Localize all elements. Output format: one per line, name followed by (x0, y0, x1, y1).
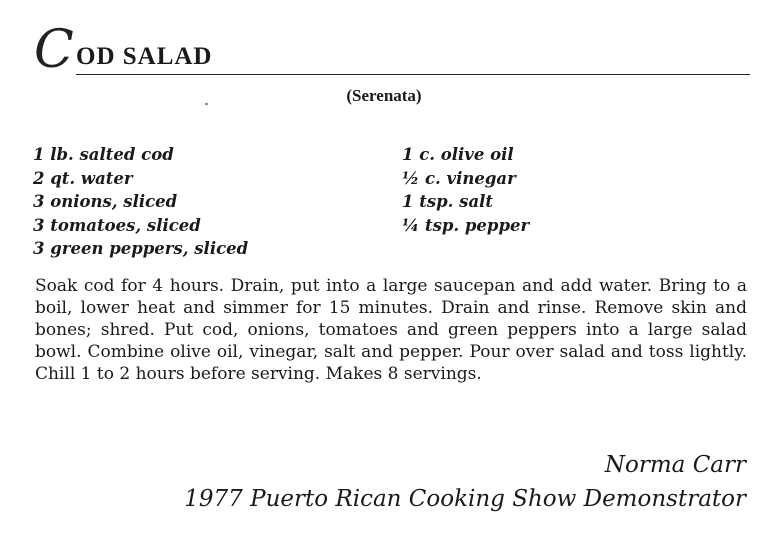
ingredient-item: 1 tsp. salt (402, 192, 494, 211)
recipe-title (34, 20, 750, 80)
recipe-instructions: Soak cod for 4 hours. Drain, put into a large saucepan and add water. Bring to a boil, lower heat and simmer for 15 minutes. Drain and rinse. Remove skin and bones; shred. Put cod, onions, tomatoes and green peppers into a large salad bowl. Combine olive oil, vinegar, salt and pepper. Pour over salad and toss lightly. Chill 1 to 2 hours before serving. Makes 8 servings. (35, 276, 747, 384)
ingredient-item: ½ c. vinegar (402, 168, 516, 188)
ingredients-list-right (402, 143, 529, 237)
title-underline (76, 74, 750, 75)
contributor-name: Norma Carr (604, 452, 746, 478)
print-speck (205, 103, 208, 105)
ingredient-item: 1 c. olive oil (402, 145, 514, 164)
ingredient-item: 1 lb. salted cod (33, 145, 174, 164)
contributor-signature (184, 448, 746, 516)
ingredient-item: 3 green peppers, sliced (33, 239, 249, 258)
title-text: OD SALAD (76, 43, 213, 70)
ingredient-item: 3 tomatoes, sliced (33, 215, 201, 235)
ingredients-list-left (33, 143, 248, 261)
recipe-subtitle: (Serenata) (346, 86, 422, 105)
title-initial: C (34, 20, 74, 80)
ingredient-item: ¼ tsp. pepper (402, 215, 530, 235)
contributor-title: 1977 Puerto Rican Cooking Show Demonstrator (184, 486, 746, 512)
ingredient-item: 2 qt. water (33, 168, 133, 188)
ingredient-item: 3 onions, sliced (33, 192, 178, 211)
